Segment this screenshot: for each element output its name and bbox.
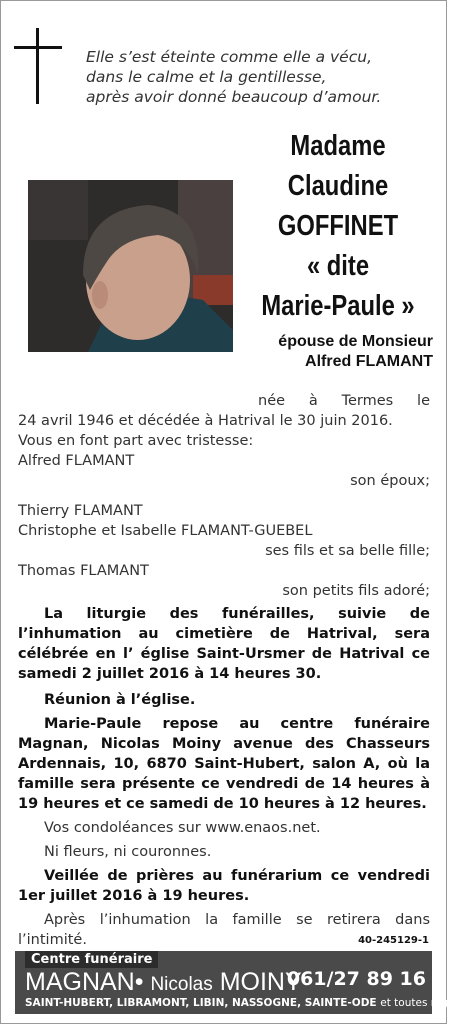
quote-line: après avoir donné beaucoup d’amour. <box>86 88 382 106</box>
flowers-info: Ni fleurs, ni couronnes. <box>44 844 212 860</box>
brand-moiny: MOINY <box>219 968 302 996</box>
brand-firstname: Nicolas <box>150 974 213 995</box>
notice-body <box>18 391 430 976</box>
name-line: GOFFINET <box>277 210 399 242</box>
family-member: Thierry FLAMANT <box>18 503 143 519</box>
reference-number: 40-245129-1 <box>358 935 429 946</box>
brand-bullet: • <box>134 968 144 996</box>
family-member: Thomas FLAMANT <box>18 563 149 579</box>
family-role: ses fils et sa belle fille; <box>265 543 430 559</box>
funeral-info: La liturgie des funérailles, suivie de l’inhumation au cimetière de Hatrival, sera célébrée en l’ église Saint-Ursmer de Hatrival ce samedi 2 juillet 2016 à 14 heures 30. <box>18 606 430 682</box>
cities-more: et toutes régions <box>380 997 469 1009</box>
deceased-name <box>258 126 419 326</box>
name-line: Madame <box>290 130 386 162</box>
brand-magnan: MAGNAN <box>25 968 135 996</box>
banner-tag: Centre funéraire <box>25 951 158 968</box>
cities-list: SAINT-HUBERT, LIBRAMONT, LIBIN, NASSOGNE, SAINTE-ODE <box>25 997 377 1009</box>
branch-locations <box>25 997 469 1009</box>
after-info: Après l’inhumation la famille se retirera dans l’intimité. <box>18 912 430 948</box>
reunion-info: Réunion à l’église. <box>44 692 196 708</box>
family-role: son époux; <box>350 473 430 489</box>
birth-line: née à Termes le <box>258 393 430 409</box>
portrait-photo <box>28 180 233 352</box>
epitaph-quote <box>86 47 416 107</box>
family-member: Christophe et Isabelle FLAMANT-GUEBEL <box>18 523 313 539</box>
repose-info: Marie-Paule repose au centre funéraire Magnan, Nicolas Moiny avenue des Chasseurs Ardennais, 10, 6870 Saint-Hubert, salon A, où la famille sera présente ce vendredi de 14 heures à 19 heures et ce samedi de 10 heures à 12 heures. <box>18 716 430 812</box>
birth-death-dates: 24 avril 1946 et décédée à Hatrival le 30 juin 2016. <box>18 413 393 429</box>
name-line: Claudine <box>287 170 389 202</box>
cross-icon <box>14 28 62 104</box>
family-role: son petits fils adoré; <box>282 583 430 599</box>
funeral-home-name <box>25 968 302 997</box>
spouse-line: épouse de Monsieur <box>278 333 433 350</box>
family-member: Alfred FLAMANT <box>18 453 135 469</box>
vigil-info: Veillée de prières au funérarium ce vendredi 1er juillet 2016 à 19 heures. <box>18 868 430 904</box>
name-line: « dite <box>306 250 370 282</box>
phone-number: 061/27 89 16 <box>286 968 426 990</box>
funeral-home-banner <box>15 951 469 1014</box>
quote-line: Elle s’est éteinte comme elle a vécu, <box>86 48 372 66</box>
quote-line: dans le calme et la gentillesse, <box>86 68 327 86</box>
announcement: Vous en font part avec tristesse: <box>18 433 254 449</box>
name-line: Marie-Paule » <box>261 290 415 322</box>
spouse-line: Alfred FLAMANT <box>305 353 433 370</box>
condolences-info: Vos condoléances sur www.enaos.net. <box>44 820 321 836</box>
spouse-info <box>238 332 433 372</box>
